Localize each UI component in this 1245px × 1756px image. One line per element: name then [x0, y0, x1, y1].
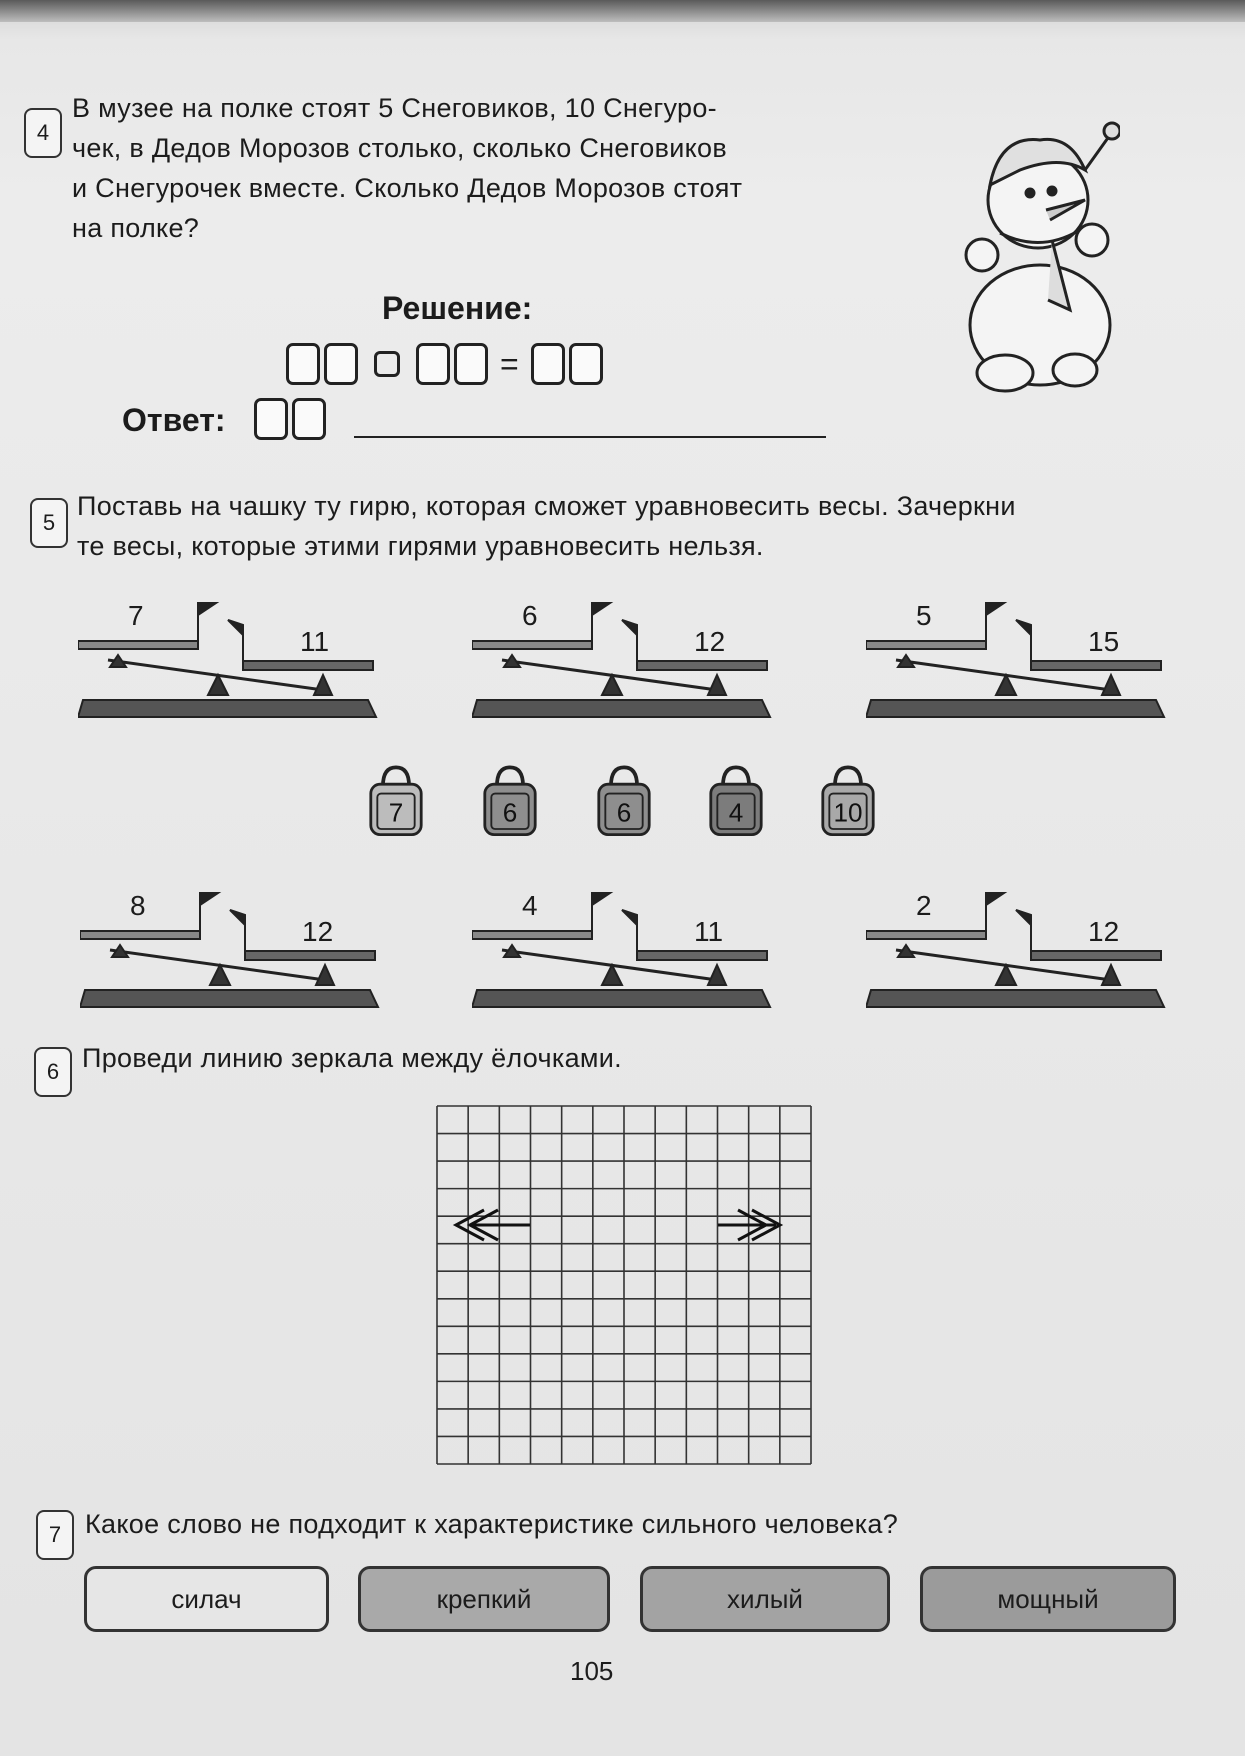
scale-base [866, 990, 1164, 1007]
task-6-number: 6 [34, 1047, 72, 1097]
right-pan [1031, 661, 1161, 670]
balance-scale[interactable] [78, 595, 378, 725]
left-pan-value: 4 [522, 890, 538, 921]
digit-box[interactable] [286, 343, 320, 385]
digit-box[interactable] [324, 343, 358, 385]
task-4-text [72, 88, 892, 248]
answer-label: Ответ: [122, 402, 226, 438]
left-pan [472, 641, 592, 649]
task-5-text [77, 486, 1227, 566]
left-pan-value: 2 [916, 890, 932, 921]
solution-label: Решение: [382, 290, 533, 326]
operation-box[interactable] [374, 351, 400, 377]
task-4-line: чек, в Дедов Морозов столько, сколько Снеговиков [72, 133, 727, 163]
scale-base [80, 990, 378, 1007]
right-pan [1031, 951, 1161, 960]
weight-7[interactable] [368, 762, 424, 840]
weight-10[interactable] [820, 762, 876, 840]
balance-scale[interactable] [866, 595, 1166, 725]
left-pan [472, 931, 592, 939]
weight-6[interactable] [482, 762, 538, 840]
left-pan-value: 6 [522, 600, 538, 631]
scale-base [472, 700, 770, 717]
weight-value: 10 [833, 797, 863, 828]
balance-scale[interactable] [80, 885, 380, 1015]
answer-boxes [254, 398, 326, 440]
balance-scale[interactable] [866, 885, 1166, 1015]
task-7-number: 7 [36, 1510, 74, 1560]
word-option-khilyy[interactable]: хилый [640, 1566, 890, 1632]
right-pan-value: 15 [1088, 626, 1120, 657]
digit-box[interactable] [416, 343, 450, 385]
scale-base [78, 700, 376, 717]
word-option-moshchnyy[interactable]: мощный [920, 1566, 1176, 1632]
weight-6[interactable] [596, 762, 652, 840]
digit-box[interactable] [254, 398, 288, 440]
arrow-shapes [456, 1210, 780, 1240]
balance-scale[interactable] [472, 595, 772, 725]
right-pan [243, 661, 373, 670]
right-pan-value: 11 [694, 916, 724, 947]
digit-box[interactable] [292, 398, 326, 440]
weight-value: 6 [502, 797, 518, 828]
word-option-krepkiy[interactable]: крепкий [358, 1566, 610, 1632]
digit-box[interactable] [454, 343, 488, 385]
right-pan [245, 951, 375, 960]
right-pan [637, 661, 767, 670]
balance-scale[interactable] [472, 885, 772, 1015]
task-6-text: Проведи линию зеркала между ёлочками. [82, 1043, 622, 1073]
left-pan [80, 931, 200, 939]
task-4-line: В музее на полке стоят 5 Снеговиков, 10 Снегуро- [72, 93, 717, 123]
weight-value: 6 [616, 797, 632, 828]
task-4-line: на полке? [72, 213, 200, 243]
left-pan [866, 641, 986, 649]
solution-equation [286, 343, 603, 385]
left-pan-value: 7 [128, 600, 144, 631]
weight-value: 4 [728, 797, 744, 828]
word-option-silach[interactable]: силач [84, 1566, 329, 1632]
digit-box[interactable] [569, 343, 603, 385]
page-top-edge [0, 0, 1245, 22]
scale-base [866, 700, 1164, 717]
right-pan-value: 12 [302, 916, 334, 947]
left-pan-value: 5 [916, 600, 932, 631]
right-pan-value: 11 [300, 626, 330, 657]
left-pan [78, 641, 198, 649]
task-5-number: 5 [30, 498, 68, 548]
answer-line[interactable] [354, 436, 826, 438]
left-pan-value: 8 [130, 890, 146, 921]
equals-sign: = [500, 345, 519, 382]
weight-value: 7 [388, 797, 404, 828]
right-pan-value: 12 [694, 626, 726, 657]
scale-base [472, 990, 770, 1007]
task-5-line: те весы, которые этими гирями уравновесить нельзя. [77, 531, 764, 561]
right-pan-value: 12 [1088, 916, 1120, 947]
drawing-grid[interactable] [436, 1105, 812, 1465]
task-4-line: и Снегурочек вместе. Сколько Дедов Морозов стоят [72, 173, 743, 203]
right-pan [637, 951, 767, 960]
digit-box[interactable] [531, 343, 565, 385]
snowman-illustration [960, 115, 1120, 395]
weight-4[interactable] [708, 762, 764, 840]
page-number: 105 [570, 1656, 614, 1686]
task-7-text: Какое слово не подходит к характеристике сильного человека? [85, 1509, 899, 1539]
left-pan [866, 931, 986, 939]
task-4-number: 4 [24, 108, 62, 158]
task-5-line: Поставь на чашку ту гирю, которая сможет уравновесить весы. Зачеркни [77, 491, 1016, 521]
